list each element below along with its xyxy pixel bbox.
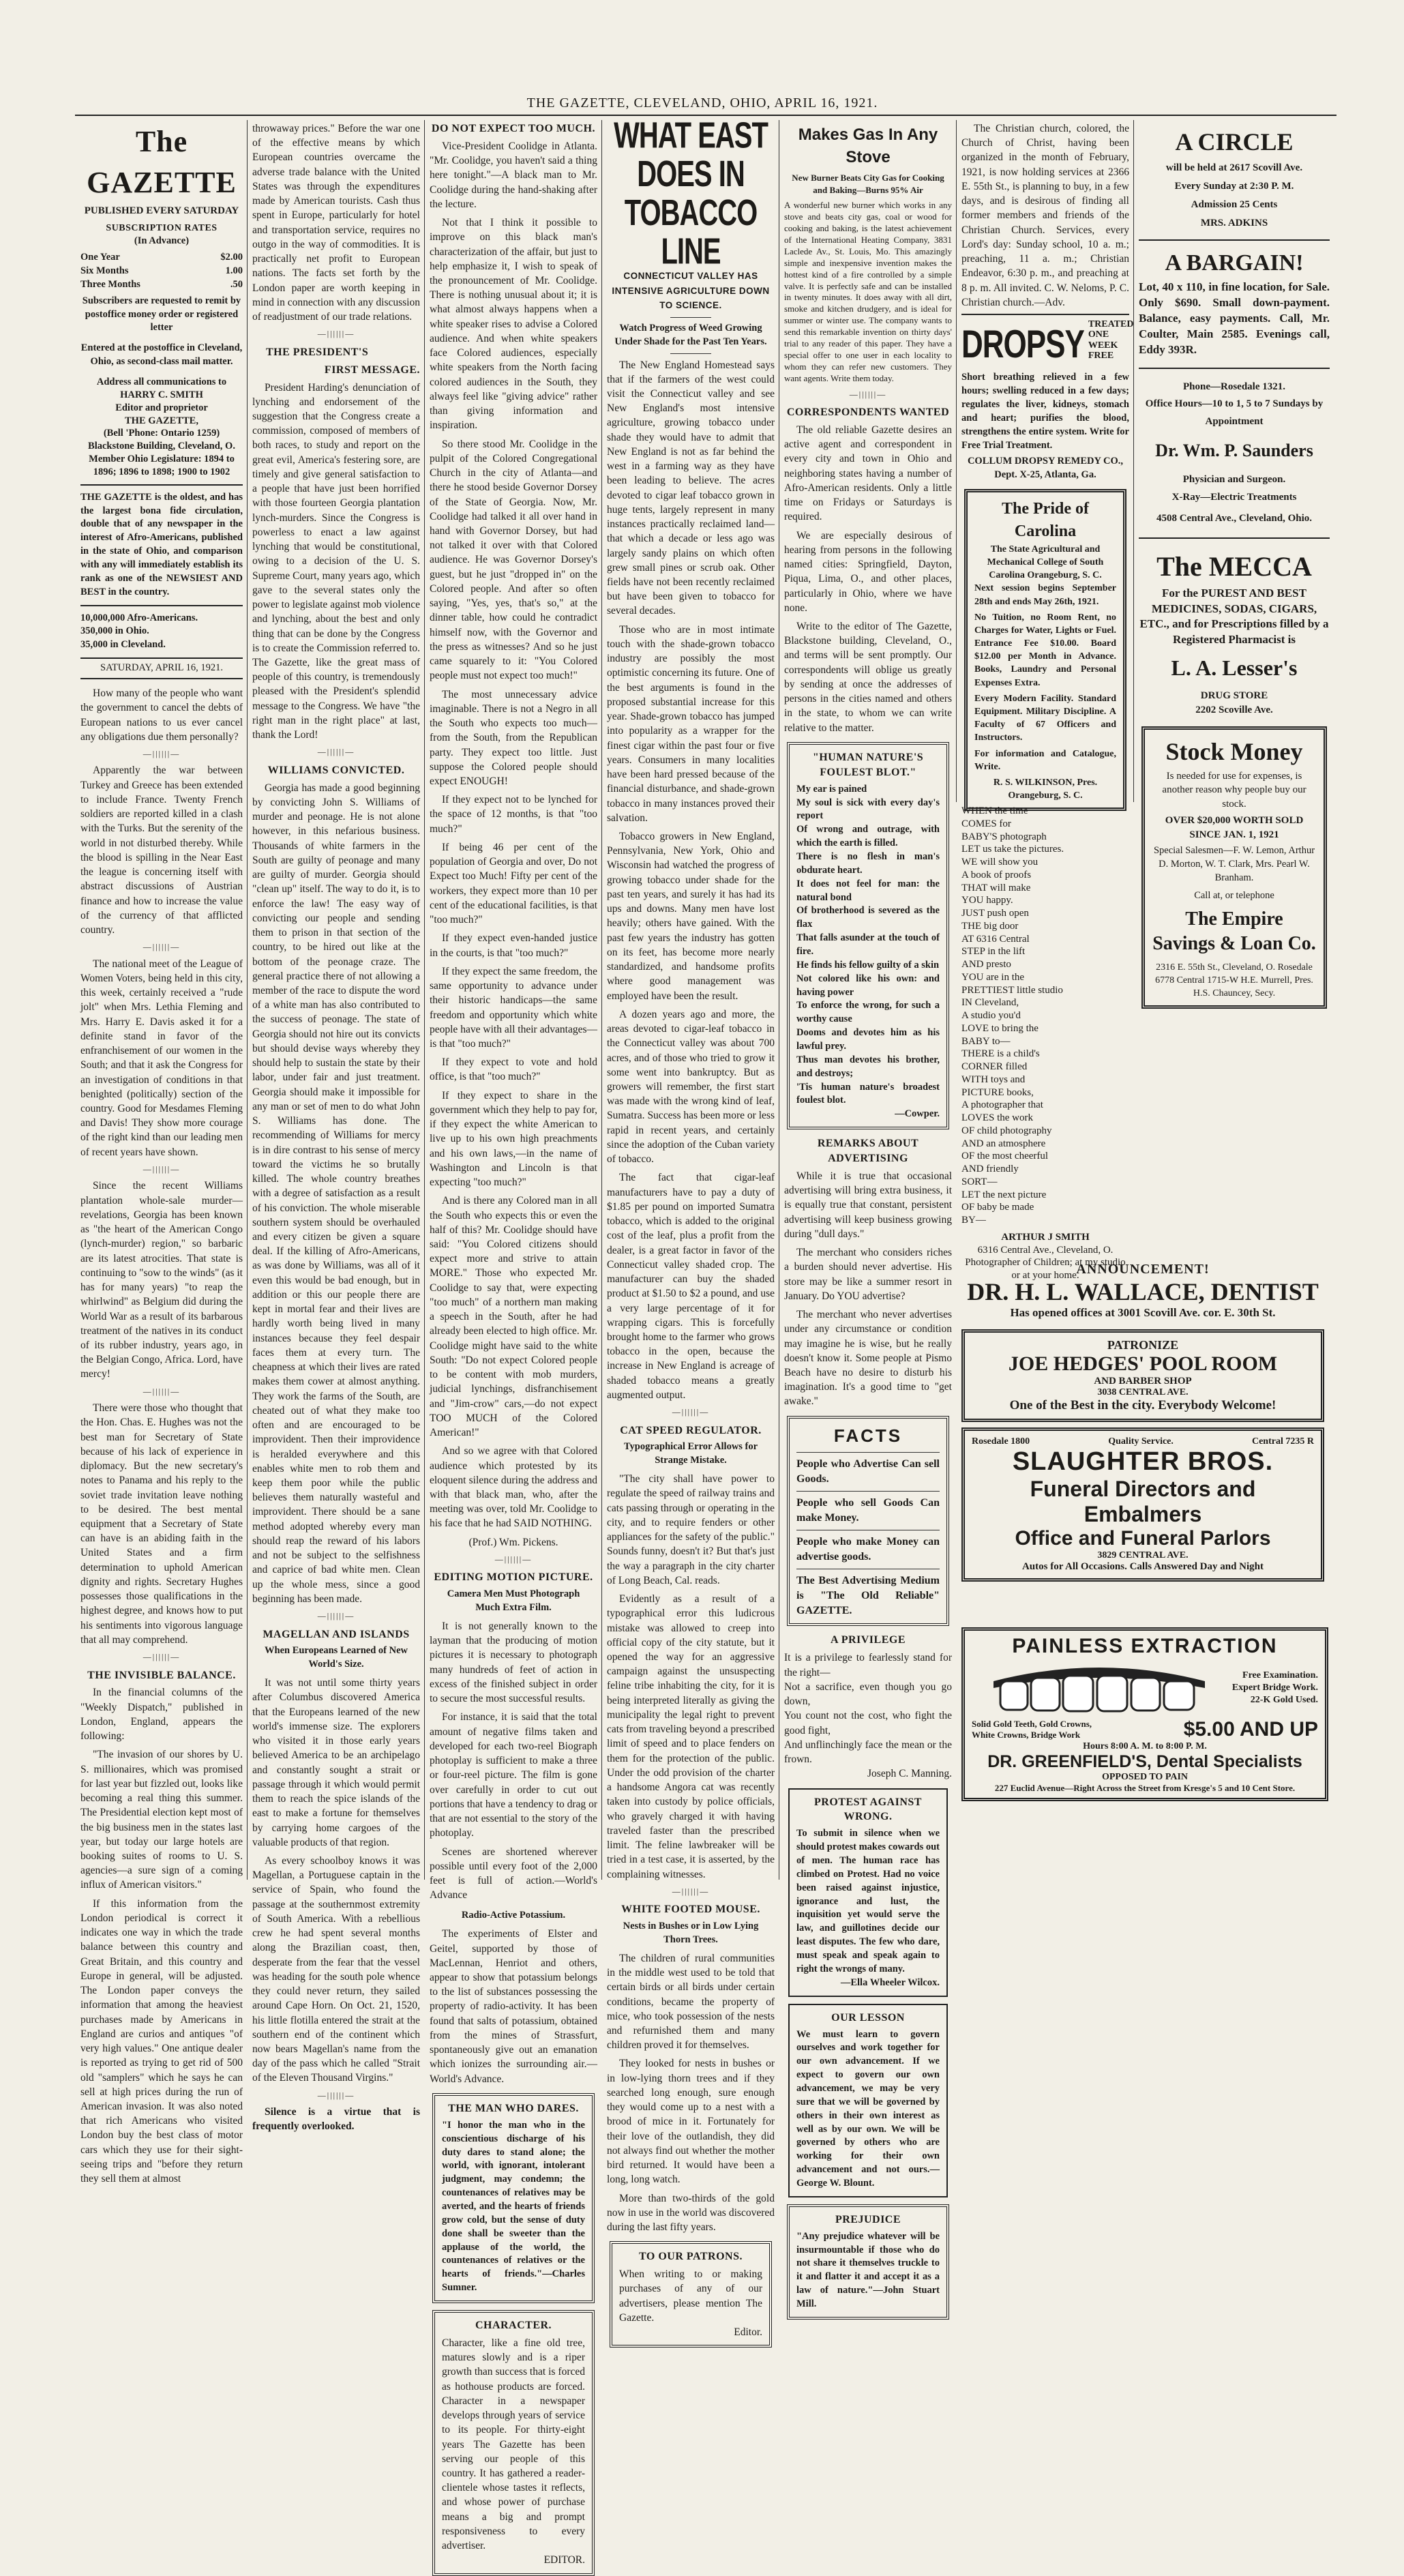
separator: —||||||— — [849, 389, 887, 399]
article-para: The fact that cigar-leaf manufacturers have to pay a duty of $1.85 per pound on imported Sumatra tobacco, which is added to the original cost of the leaf, plus a profit from the dealer, is a great factor in favor of the Connecticut valley shaded crop. The manufacturer can buy the shaded product at $1.50 to $2 a pound, and use a very large percentage of it for wrapping cigars. This is forcefully brought home to the farmer who grows tobacco in the open, because the increase in New England is acreage of shaded tobacco means a greatly augmented output. — [607, 1172, 775, 1401]
separator: —||||||— — [317, 2090, 355, 2100]
separator: —||||||— — [672, 1407, 710, 1417]
mecca-head: The MECCA — [1156, 550, 1312, 582]
editorial-para: How many of the people who want the government to cancel the debts of European nations to us ever cancel any obligations due them personally? — [80, 687, 243, 743]
rates-note: Subscribers are requested to remit by postoffice money order or registered letter — [82, 295, 241, 334]
gas-ad-text: A wonderful new burner which works in any stove and beats city gas, coal or wood for cooking and baking, is the latest achievement of the International Heating Company, 3831 Laclede Av., St. Louis, Mo. This amazingly simple and inexpensive invention makes the hottest kind of a fire controlled by a simple valve. It is perfectly safe and can be installed in twenty minutes. It does away with all dirt, smoke and kitchen drudgery, and is ideal for summer or winter use. The company wants to send this remarkable invention on thirty days' trial to any reader of this paper. They have a special offer to one user in each locality to whom they can refer new customers. They want agents. Write them today. — [784, 200, 952, 383]
article-para: The children of rural communities in the middle west used to be told that certain birds or all birds under certain conditions, became the property of mice, who took possession of the nests and refurnished them and many children proved it for themselves. — [607, 1952, 775, 2052]
article-para: Evidently as a result of a typographical error this ludicrous mistake was allowed to creep into official copy of the city statute, but it opened the way for an aggressive campaign against the unsuspecting feline tribe inhabiting the city, for it is being interpreted literally as giving the municipality the legal right to prevent cats from traveling beyond a prescribed limit of speed and to place fenders on them for the protection of the public. Under the odd provision of the charter a handsome Angora cat was recently taken into custody by police officials, who gravely charged it with having traveled faster than the prescribed limit. The feline lawbreaker will be tried in a test case, it is asserted, by the complaining witnesses. — [607, 1593, 775, 1880]
announce-label: ANNOUNCEMENT! — [1076, 1262, 1210, 1277]
prejudice-box: PREJUDICE "Any prejudice whatever will be insurmountable if those who do not share it themselves truckle to it and flatter it and accept it as a law of nature."—John Stuart Mill. — [787, 2204, 949, 2320]
article-para: If they expect the same freedom, the same opportunity to advance under their historic handicaps—the same freedom and opportunity which white people have with all their advantages—is that "too much?" — [430, 965, 597, 1050]
article-para: The most unnecessary advice imaginable. There is not a Negro in all the South who expects too much—from the South, from the Republican party. They expect too little. Just suppose the Colored people should expect ENOUGH! — [430, 688, 597, 787]
separator: —||||||— — [143, 1652, 181, 1662]
separator: —||||||— — [494, 1554, 533, 1564]
article-para: A dozen years ago and more, the areas devoted to cigar-leaf tobacco in the Connecticut valley was about 700 acres, and of those who tried to grow it some went into bankruptcy. But as growers will remember, the first start was made with the wrong kind of leaf, Sumatra. Success has been more or less rapid in recent years, and certainly since the adoption of the Cuban variety of tobacco. — [607, 1008, 775, 1166]
article-head: CORRESPONDENTS WANTED — [786, 406, 950, 419]
article-para: For instance, it is said that the total amount of negative films taken and developed for each two-reel Biograph photoplay is sufficient to make a three or four-reel picture. The film is gone over carefully in order to cut out portions that have a tendency to drag or that are not essential to the story of the photoplay. — [430, 1711, 597, 1839]
article-para: So there stood Mr. Coolidge in the pulpit of the Colored Congregational Church in the city of Atlanta—and there he stood beside Governor Dorsey of the State of Georgia. Now, Mr. Coolidge had talked it all over hand in hand with Governor Dorsey, but had not talked it over with that Colored audience. He was Governor Dorsey's guest, but he just "dropped in" on the Colored people. And after so often saying, "Yes, yes, that's so," at the dinner table, how could he contradict himself now, with the Governor and the press as witnesses? And so he just came squarely to it: "You Colored people must not expect too much!" — [430, 438, 597, 682]
masthead-title: The GAZETTE — [87, 125, 237, 200]
address-block: Address all communications to HARRY C. SMITH Editor and proprietor THE GAZETTE, (Bell 'Phone: Ontario 1259) Blackstone Building, Cleveland, O. Member Ohio Legislature: 1894 to 1896; 1896 to 1898; 1900 to 1902 — [88, 376, 235, 477]
population-block: 10,000,000 Afro-Americans. 350,000 in Ohio. 35,000 in Cleveland. — [80, 612, 198, 651]
column-rule — [424, 120, 425, 1880]
article-head: THE INVISIBLE BALANCE. — [87, 1669, 236, 1681]
article-head: REMARKS ABOUT ADVERTISING — [817, 1138, 919, 1165]
article-sub: Typographical Error Allows for Strange Mistake. — [623, 1441, 758, 1466]
column-rule — [601, 120, 602, 1880]
article-para: Those who are in most intimate touch with the shade-grown tobacco industry are possibly the most optimistic concerning its future. One of the best arguments is found in the proposed substantial increase for this year. Shade-grown tobacco has jumped into popularity as a wrapper for the finest cigar within the past four or five years. Consumers in many localities have been hard pressed because of the financial disturbance, and shade-grown tobacco in many instances proved their salvation. — [607, 623, 775, 824]
pride-head: The Pride of Carolina — [1002, 500, 1089, 541]
article-head: WILLIAMS CONVICTED. — [267, 764, 405, 776]
article-head: A PRIVILEGE — [831, 1634, 906, 1646]
article-sub: When Europeans Learned of New World's Size. — [265, 1645, 408, 1670]
column-5 — [784, 121, 952, 2310]
box-head: CHARACTER. — [475, 2319, 552, 2331]
column-6 — [961, 121, 1134, 803]
gas-ad-sub: New Burner Beats City Gas for Cooking and Baking—Burns 95% Air — [792, 172, 944, 195]
article-head: Radio-Active Potassium. — [461, 1910, 566, 1921]
masthead-published: PUBLISHED EVERY SATURDAY — [84, 205, 239, 216]
box-text: "I honor the man who in the conscientious discharge of his duty dares to stand alone; the world, with ignorant, intolerant judgment, may condemn; the countenances of relatives may be averted, and the hearts of friends grow cold, but the sense of duty done shall be sweeter than the applause of the world, the countenances of relatives or the hearts of friends."—Charles Sumner. — [442, 2119, 585, 2294]
article-para: Tobacco growers in New England, Pennsylvania, New York, Ohio and Wisconsin had watched the progress of growing tobacco under shade for the past ten years, and surely it has had its ups and downs. Many men have lost heavily; others have gained. With the past few years the industry has gotten on its feet, has become more nearly standardized, and handsome profits where good management was employed have been the result. — [607, 831, 775, 1002]
facts-box: FACTS People who Advertise Can sell Goods. People who sell Goods Can make Money. People who make Money can advertise goods. The Best Advertising Medium is "The Old Reliable" GAZETTE. — [787, 1416, 949, 1627]
mecca-addr: 2202 Scoville Ave. — [1195, 704, 1273, 715]
box-signature: EDITOR. — [543, 2554, 585, 2566]
pride-of-carolina-ad: The Pride of Carolina The State Agricultural and Mechanical College of South Carolina Orangeburg, S. C. Next session begins September 28th and ends May 26th, 1921. No Tuition, no Room Rent, no Charges for Water, Lights or Fuel. Entrance Fee $10.00. Board $12.00 per Month in Advance. Books, Laundry and Personal Expenses Extra. Every Modern Facility. Standard Equipment. Military Discipline. A Faculty of 67 Officers and Instructors. For information and Catalogue, Write. R. S. WILKINSON, Pres. Orangeburg, S. C. — [964, 489, 1126, 811]
separator: —||||||— — [317, 1611, 355, 1621]
article-para: It was not until some thirty years after Columbus discovered America that the Europeans learned of the new world's immense size. The explorers who visited it in those early years believed America to be an archipelago and constantly sought a strait or passage through it which would permit them to reach the spice islands of the east to make a fortune for themselves by carrying home cargoes of the valuable products of that region. — [252, 1677, 420, 1848]
article-head: CAT SPEED REGULATOR. — [620, 1424, 762, 1436]
article-signature: (Prof.) Wm. Pickens. — [468, 1536, 558, 1548]
editorial-para: There were those who thought that the Hon. Chas. E. Hughes was not the best man for Secretary of State because of his lack of experience in diplomacy. But the new secretary's notes to Panama and his reply to the soviet trade invitation leave nothing to be desired. The best mental equipment that a Secretary of State can have is an abiding faith in the United States and a firm determination to uphold American dignity and rights. Secretary Hughes possesses those qualifications in the highest degree, and knows how to put his sentiments into vigorous language that all may comprehend. — [80, 1402, 243, 1646]
article-para: Silence is a virtue that is frequently overlooked. — [252, 2106, 420, 2133]
tobacco-deck: CONNECTICUT VALLEY HAS INTENSIVE AGRICULTURE DOWN TO SCIENCE. — [612, 271, 770, 311]
article-head: WHITE FOOTED MOUSE. — [621, 1904, 760, 1916]
tobacco-headline: WHAT EAST DOES IN TOBACCO LINE — [614, 115, 768, 272]
rates-table — [80, 251, 243, 292]
rate-row: Six Months 1.00 — [80, 265, 243, 276]
bargain-head: A BARGAIN! — [1165, 250, 1304, 276]
entered-note: Entered at the postoffice in Cleveland, Ohio, as second-class mail matter. — [80, 342, 243, 368]
article-para: If they expect to share in the government which they help to pay for, if they expect the white American to live up to his own high preachments and his own laws,—in the name of Washington and Lincoln is that expecting "too much?" — [430, 1089, 597, 1189]
article-para: The New England Homestead says that if the farmers of the west could visit the Connecticut valley and see New England's most intensive agriculture, growing tobacco under shade they would have to admit that New England is not as far behind the west in a farming way as they have been leading to believe. The acres devoted to cigar leaf tobacco grown in huge tents, largely represent in many instances practically reclaimed land—that which a decade or less ago was largely sandy plains on which often grew small pines or scrub oak. Other fields have not been recently reclaimed but have been given to tobacco for several decades. — [607, 359, 775, 617]
editorial-para: Since the recent Williams plantation whole-sale murder—revelations, Georgia has been known as "the heart of the American Congo (lynch-murder) region," so barbaric are its latest atrocities. That state is continuing to "sow to the winds" (as it has for many years) "to reap the whirlwind" as Belgium did during the World War as a result of its barbarous treatment of the natives in its conduct of its rubber industry, years ago, in the Belgian Congo, Africa. Lord, have mercy! — [80, 1180, 243, 1380]
article-para: "The invasion of our shores by U. S. millionaires, which was promised for last year but fizzled out, looks like becoming a real thing this summer. The Presidential election kept most of the big business men in the states last year, but today our large hotels are booking suites of rooms to U. S. agencies—a sure sign of a coming influx of American visitors." — [80, 1749, 243, 1891]
mecca-store: DRUG STORE — [1200, 690, 1268, 702]
box-head: PREJUDICE — [835, 2213, 901, 2225]
stock-head: Stock Money — [1165, 738, 1303, 766]
article-para: If they expect even-handed justice in the courts, is that "too much?" — [430, 932, 597, 959]
column-rule — [1133, 120, 1134, 802]
issue-date: SATURDAY, APRIL 16, 1921. — [100, 662, 223, 674]
dentist-head: DR. H. L. WALLACE, DENTIST — [967, 1278, 1319, 1305]
article-para: In the financial columns of the "Weekly Dispatch," published in London, England, appears the following: — [80, 1687, 243, 1743]
lesson-box: OUR LESSON We must learn to govern ourselves and work together for our own advancement. If we expect to govern our own advancement, we may be very sure that we will be governed by others in their own interest as well as by our own. We will be governed by others who are working for their own advancement and not ours.—George W. Blount. — [788, 2004, 948, 2197]
box-head: PROTEST AGAINST WRONG. — [814, 1796, 922, 1823]
article-head: DO NOT EXPECT TOO MUCH. — [431, 123, 596, 134]
column-7 — [1139, 121, 1330, 1254]
article-head: FIRST MESSAGE. — [324, 364, 420, 376]
editorial-para: Apparently the war between Turkey and Greece has been extended to include France. Twenty French soldiers are reported killed in a clash with the Turks. But the serenity of the world in not disturbed thereby. While the blood is spilling in the Near East the league is concerning itself with abstract discussions of Austrian finance and how to increase the value of the currency of that afflicted country. — [80, 765, 243, 936]
separator: —||||||— — [317, 329, 355, 339]
slaughter-bros-ad: Rosedale 1800 Quality Service. Central 7235 R SLAUGHTER BROS. Funeral Directors and Embalmers Office and Funeral Parlors 3829 CENTRAL AVE. Autos for All Occasions. Calls Answered Day and Night — [961, 1427, 1324, 1582]
separator: —||||||— — [143, 1386, 181, 1396]
article-para: If being 46 per cent of the population of Georgia and over, Do not Expect too Much! Fifty per cent of the workers, they expect more than 10 per cent of the educational facilities, is that "too much?" — [430, 841, 597, 926]
article-para: If they expect to vote and hold office, is that "too much?" — [430, 1056, 597, 1083]
article-para: More than two-thirds of the gold now in use in the world was discovered during the last fifty years. — [607, 2192, 775, 2234]
circle-details: will be held at 2617 Scovill Ave. Every Sunday at 2:30 P. M. Admission 25 Cents MRS. ADKINS — [1165, 162, 1303, 229]
doctor-ad: Phone—Rosedale 1321. Office Hours—10 to 1, 5 to 7 Sundays by Appointment Dr. Wm. P. Saunders Physician and Surgeon. X-Ray—Electric Treatments 4508 Central Ave., Cleveland, Ohio. — [1145, 381, 1324, 524]
dropsy-head: DROPSY — [961, 323, 1084, 367]
mecca-name: L. A. Lesser's — [1171, 655, 1298, 681]
rates-sub: (In Advance) — [134, 235, 190, 247]
circulation-claim: THE GAZETTE is the oldest, and has the largest bona fide circulation, double that of any newspaper in the interest of Afro-Americans, published in the state of Ohio, and comparison with any will immediately establish its rank as one of the NEWSIEST AND BEST in the country. — [80, 491, 243, 597]
column-rule — [956, 120, 957, 802]
article-para: It is not generally known to the layman that the producing of motion pictures it is necessary to photograph many hundreds of feet of action in excess of the finished subject in order to secure the most successful results. — [430, 1620, 597, 1705]
article-para: "The city shall have power to regulate the speed of railway trains and cats passing through or operating in the city, and to require fenders or other appliances for the safety of the public." Sounds funny, doesn't it? But that's just the way a paragraph in the city charter of Long Beach, Cal. reads. — [607, 1473, 775, 1586]
protest-box: PROTEST AGAINST WRONG. To submit in silence when we should protest makes cowards out of men. The human race has climbed on Protest. Had no voice been raised against injustice, ignorance and lust, the inquisition yet would serve the law, and guillotines decide our least disputes. The few who dare, must speak and speak again to right the wrongs of many. —Ella Wheeler Wilcox. — [788, 1788, 948, 1997]
painless-right: Free Examination. Expert Bridge Work. 22-K Gold Used. — [1231, 1670, 1318, 1706]
photographer-ad: WHEN the time COMES for BABY'S photograph LET us take the pictures. WE will show you A book of proofs THAT will make YOU happy. JUST push open THE big door AT 6316 Central STEP in the lift AND presto YOU are in the PRETTIEST little studio IN Cleveland, A studio you'd LOVE to bring the BABY to— THERE is a child's CORNER filled WITH toys and PICTURE books, A photographer that LOVES the work OF child photography AND an atmosphere OF the most cheerful AND friendly SORT— LET the next picture OF baby be made BY— ARTHUR J SMITH 6316 Central Ave., Cleveland, O. Photographer of Children; at my studio or at your home. — [961, 805, 1126, 1281]
dropsy-text: Short breathing relieved in a few hours; swelling reduced in a few days; regulates the liver, kidneys, stomach and heart; purifies the blood, strengthens the entire system. Write for Free Trial Treatment. — [961, 372, 1129, 451]
dropsy-tag: TREATED ONE WEEK FREE — [1088, 319, 1134, 361]
article-para: The merchant who considers riches a burden should never advertise. His store may be like a summer resort in January. Do YOU advertise? — [784, 1247, 952, 1302]
column-2 — [252, 121, 420, 2133]
rate-row: Three Months .50 — [80, 278, 243, 290]
article-para: The experiments of Elster and Geitel, supported by those of MacLennan, Henriot and others, appear to show that potassium belongs to the list of substances possessing the property of radio-activity. It has been found that salts of potassium, obtained from the mines of Strassfurt, spontaneously give out an emanation which ionizes the surrounding air.—World's Advance. — [430, 1928, 597, 2085]
article-para: Georgia has made a good beginning by convicting John S. Williams of murder and peonage. He is not alone however, in this nefarious business. Thousands of white farmers in the South are guilty of peonage and many are guilty of murder. Georgia should "clean up" itself. The way to do it, is to enforce the law! The easy way of convicting our people and sending them to prison in that section of the country, to be hired out like at the bottom of the peonage craze. The general practice there of not allowing a member of the race to dispute the word of a white man has also contributed to the success of peonage. The state of Georgia should not hire out its convicts but should devise ways whereby they should help to sustain the state by their labor, under fair and just treatment. Georgia should make it impossible for any man or set of men to do what John S. Williams has done. The recommending of Williams for mercy is in dire contrast to his sense of mercy toward the victims he so brutally killed. The whole country breathes with a degree of satisfaction as a result of his conviction. The whole miserable southern system should be overhauled and every citizen be given a square deal. If the killing of Afro-Americans, as was done by Williams, was all of it even this would be bad enough, but in addition or this our people there are kept in mortal fear and their lives are hardly worth being lived in many instances because they feel despair faces them at every turn. The cheapness at which their lives are rated makes them cower at almost anything. They work the farms of the South, are cheated out of what they make too often and are encouraged to be improvident. Then their improvidence is heralded everywhere and this enables white men to rob them and keep them poor while the public believes them naturally wasteful and improvident. There should be a sane method adopted whereby every man should reap the reward of his labors and not be subject to the selfishness and caprice of bad white men. Clean up the whole mess, since a good beginning has been made. — [252, 782, 420, 1605]
article-para: Vice-President Coolidge in Atlanta. "Mr. Coolidge, you haven't said a thing here tonight."—A black man to Mr. Coolidge during the hand-shaking after the lecture. — [430, 140, 597, 210]
article-para: While it is true that occasional advertising will bring extra business, it is equally true that constant, persistent advertising will keep business growing during "dull days." — [784, 1170, 952, 1240]
stock-money-ad: Stock Money Is needed for use for expenses, is another reason why people buy our stock. OVER $20,000 WORTH SOLD SINCE JAN. 1, 1921 Special Salesmen—F. W. Lemon, Arthur D. Morton, W. T. Clark, Mrs. Pearl W. Branham. Call at, or telephone The Empire Savings & Loan Co. 2316 E. 55th St., Cleveland, O. Rosedale 6778 Central 1715-W H.E. Murrell, Pres. H.S. Chauncey, Secy. — [1141, 726, 1327, 1009]
separator: —||||||— — [143, 942, 181, 952]
article-sub: Nests in Bushes or in Low Lying Thorn Trees. — [623, 1921, 759, 1945]
box-head: FACTS — [833, 1425, 903, 1446]
man-who-dares-box — [432, 2093, 595, 2303]
separator: —||||||— — [317, 747, 355, 757]
painless-ad-real-box: PAINLESS EXTRACTION Free Examination. Expert Bridge Work. 22-K Gold Used. Solid Gold Teeth, Gold Crowns, White Crowns, Bridge Work $5.00 AND UP Hours 8:00 A. M. to 8:00 P. M. DR. GREENFIELD'S, Dental Specialists OPPOSED TO PAIN 227 Euclid Avenue—Right Across the Street from Kresge's 5 and 10 Cent Store. — [961, 1627, 1328, 1801]
mecca-text: For the PUREST AND BEST MEDICINES, SODAS, CIGARS, ETC., and for Prescriptions filled by a Registered Pharmacist is — [1139, 586, 1329, 647]
pool-room-ad: PATRONIZE JOE HEDGES' POOL ROOM AND BARBER SHOP 3038 CENTRAL AVE. One of the Best in the city. Everybody Welcome! — [961, 1329, 1324, 1422]
gas-ad-head: Makes Gas In Any Stove — [798, 125, 938, 166]
character-box — [432, 2310, 595, 2576]
circle-head: A CIRCLE — [1175, 128, 1294, 156]
article-head: THE PRESIDENT'S — [266, 346, 369, 358]
article-para: President Harding's denunciation of lynching and endorsement of the suggestion that the Congress create a commission, composed of members of both races, to study and report on the great evil, America's festering sore, are timely and give general satisfaction to a people that have just been horrified with those fourteen Georgia plantation lynch-murders. Since the Congress is powerless to enact a law against lynching that would be constitutional, owing to a decision of the U. S. Supreme Court, many years ago, which gave to the several states only the power to legislate against mob violence and lynching, about the best and only thing that can be done by the Congress is to create the Commission referred to. The Gazette, like the great mass of people of this country, is tremendously pleased with the President's splendid message to the Congress. We have "the right man in the right place" at last, thank the Lord! — [252, 381, 420, 741]
article-head: MAGELLAN AND ISLANDS — [263, 1628, 410, 1640]
box-text: Character, like a fine old tree, matures slowly and is a riper growth than success that is forced as hothouse products are forced. Character in a newspaper develops through years of service to its people. For thirty-eight years The Gazette has been serving our people of this country. It has gathered a reader-clientele whose tastes it reflects, and whose power of purchase means a big and prompt responsiveness to every advertiser. — [442, 2337, 585, 2552]
bargain-text: Lot, 40 x 110, in fine location, for Sale. Only $690. Small down-payment. Balance, easy payments. Call, Mr. Coulter, Main 2585. Evenings call, Eddy 393R. — [1139, 280, 1330, 356]
article-para: They looked for nests in bushes or in low-lying thorn trees and if they searched long enough, sure enough they would come up to a nest with a brood of mice in it. Fortunately for their love of the outlandish, they did not always find out whether the mother bird returned. It would have been a long, long watch. — [607, 2058, 775, 2186]
editorial-para: The national meet of the League of Women Voters, being held in this city, this week, certainly received a "rude jolt" when Mrs. Lethia Fleming and Mrs. Harry E. Davis asked it for a definite stand in favor of the enfranchisement of our women in the South; and that it ask the Congress for an investigation of conditions in that benighted (politically) section of the country. Good for Mesdames Fleming and Davis! They show more courage of the right kind than our leading men of recent years have shown. — [80, 958, 243, 1158]
article-sub: Camera Men Must Photograph Much Extra Film. — [447, 1588, 580, 1614]
article-para: And so we agree with that Colored audience which protested by its eloquent silence during the address and with that black man, who, after the meeting was over, told Mr. Coolidge to his face that he had SAID NOTHING. — [430, 1445, 597, 1530]
column-1 — [80, 121, 243, 2185]
article-para: Scenes are shortened wherever possible until every foot of the 2,000 feet is full of action.—World's Advance — [430, 1846, 597, 1901]
article-para: The merchant who never advertises under any circumstance or condition may imagine he is wise, but he really doesn't know it. Some people at Pismo Beach have no desire to disturb his imagination. It's a good time to "get awake." — [784, 1309, 952, 1408]
article-para: If this information from the London periodical is correct it indicates one way in which the trade balance between this country and Great Britain, and this country and Europe in general, will be adjusted. The London paper conveys the information that among the heaviest purchases made by Americans in England are curios and antiques "of very high values." One antique dealer is reported as trying to get rid of 500 old "samplers" which he says he can sell at high prices during the run of American invasion. It was also noted that rich Americans who visited London buy the best class of motor cars which they use for their sight-seeing trips and "before they return they sell them at almost — [80, 1897, 243, 2185]
patrons-box — [610, 2241, 772, 2348]
column-rule — [247, 120, 248, 1880]
column-3 — [430, 121, 597, 2566]
separator: —||||||— — [672, 1886, 710, 1896]
separator: —||||||— — [143, 1164, 181, 1174]
running-head: THE GAZETTE, CLEVELAND, OHIO, APRIL 16, 1921. — [526, 95, 878, 110]
rates-head: SUBSCRIPTION RATES — [106, 223, 218, 234]
article-para: If they expect not to be lynched for the space of 12 months, is that "too much?" — [430, 794, 597, 835]
article-para: The old reliable Gazette desires an active agent and correspondent in every city and town in Ohio and neighboring states having a number of Afro-American residents. Only a little time on Fridays or Saturdays is required. — [784, 424, 952, 523]
article-para: We are especially desirous of hearing from persons in the following named cities: Springfield, Dayton, Piqua, Lima, O., and other places, particularly in Ohio, where we have none. — [784, 529, 952, 614]
box-head: TO OUR PATRONS. — [639, 2251, 743, 2263]
teeth-illustration-icon — [987, 1661, 1212, 1715]
box-head: "HUMAN NATURE'S FOULEST BLOT." — [812, 751, 924, 778]
column-4 — [607, 115, 775, 2339]
privilege-poem: It is a privilege to fearlessly stand for the right— Not a sacrifice, even though you go down, You count not the cost, who fight the good fight, And unflinchingly face the mean or the frown. Joseph C. Manning. — [784, 1652, 952, 1780]
box-signature: Editor. — [734, 2326, 762, 2339]
box-text: When writing to or making purchases of any of our advertisers, please mention The Gazette. — [619, 2268, 762, 2324]
painless-price-row: Solid Gold Teeth, Gold Crowns, White Crowns, Bridge Work $5.00 AND UP — [972, 1718, 1318, 1741]
church-notice: The Christian church, colored, the Church of Christ, having been organized in the month of February, 1921, is now holding services at 2366 E. 55th St., is planning to buy, in a few days, and is desirous of finding all former members and friends of the Christian Church. Services, every Lord's day: Sunday school, 10 a. m.; preaching, 11 a. m.; Christian Endeavor, 6:30 p. m., and preaching at 8 p. m. All invited. C. W. Neloms, P. C. Christian church.—Adv. — [961, 123, 1129, 308]
poem-box: "HUMAN NATURE'S FOULEST BLOT." My ear is pained My soul is sick with every day's report Of wrong and outrage, with which the earth is filled. There is no flesh in man's obdurate heart. It does not feel for man: the natural bond Of brotherhood is severed as the flax That falls asunder at the touch of fire. He finds his fellow guilty of a skin Not colored like his own: and having power To enforce the wrong, for such a worthy cause Dooms and devotes him as his lawful prey. Thus man devotes his brother, and destroys; 'Tis human nature's broadest foulest blot. —Cowper. — [787, 742, 949, 1129]
article-para: Write to the editor of The Gazette, Blackstone building, Cleveland, O., and terms will be sent promptly. Our correspondents will oblige us greatly by sending at once the addresses of persons in the cities named and others in the state, to whom we can write relative to the matter. — [784, 620, 952, 734]
box-head: THE MAN WHO DARES. — [448, 2102, 579, 2114]
tobacco-deck-2: Watch Progress of Weed Growing Under Shade for the Past Ten Years. — [614, 322, 767, 347]
dentist-sub: Has opened offices at 3001 Scovill Ave. cor. E. 30th St. — [1010, 1306, 1276, 1319]
article-para: throwaway prices." Before the war one of the effective means by which European countries overcame the adverse trade balance with the United States was through the expenditures made by American tourists. Cash thus spent in Europe, particularly for hotel and transportation service, requires no outgo in the way of commodities. It is practically net profit to European nations. The facts set forth by the London paper are worth keeping in mind in connection with any discussion of readjustment of our trade relations. — [252, 123, 420, 323]
article-para: As every schoolboy knows it was Magellan, a Portuguese captain in the service of Spain, who found the passage at the southernmost extremity of South America. With a rebellious crew he had spent several months along the Brazilian coast, then, desperate from the fear that the vessel was heading for the south pole whence they could never return, they sailed around Cape Horn. On Oct. 21, 1520, his little flotilla entered the strait at the southern end of the continent which now bears Magellan's name from the day of the pass which he called "Strait of the Eleven Thousand Virgins." — [252, 1854, 420, 2084]
dropsy-addr: COLLUM DROPSY REMEDY CO., Dept. X-25, Atlanta, Ga. — [967, 456, 1124, 481]
rate-row: One Year $2.00 — [80, 252, 243, 263]
article-para: And is there any Colored man in all the South who expects this or even the half of this? Mr. Coolidge should have said: "You Colored citizens should expect more and strive to attain MORE." Those who expected Mr. Coolidge to say that, were expecting "too much" of a northern man making a speech in the South, after he had already been elected to high office. Mr. Coolidge might have said to the white South: "Do not expect Colored people to be content with mob murders, judicial lynchings, disfranchisement and "Jim-crow" cars,—do not expect TOO MUCH of the Colored American!" — [430, 1195, 597, 1439]
article-head: EDITING MOTION PICTURE. — [434, 1571, 593, 1584]
separator: —||||||— — [143, 748, 181, 758]
dropsy-ad — [961, 319, 1134, 371]
painless-body — [972, 1658, 1318, 1718]
box-head: OUR LESSON — [831, 2011, 905, 2024]
painless-head: PAINLESS EXTRACTION — [1012, 1635, 1278, 1657]
article-para: Not that I think it possible to improve on this black man's characterization of the affair, but just to help emphasize it, I wish to speak of the pronouncement of Mr. Coolidge. There is nothing unusual about it; it is what almost always happens when a white speaker rises to advise a Colored audience. And when white speakers face Colored audiences, especially white speakers from the North facing colored audiences in the South, they always feel like "giving advice" rather than giving information and inspiration. — [430, 217, 597, 432]
